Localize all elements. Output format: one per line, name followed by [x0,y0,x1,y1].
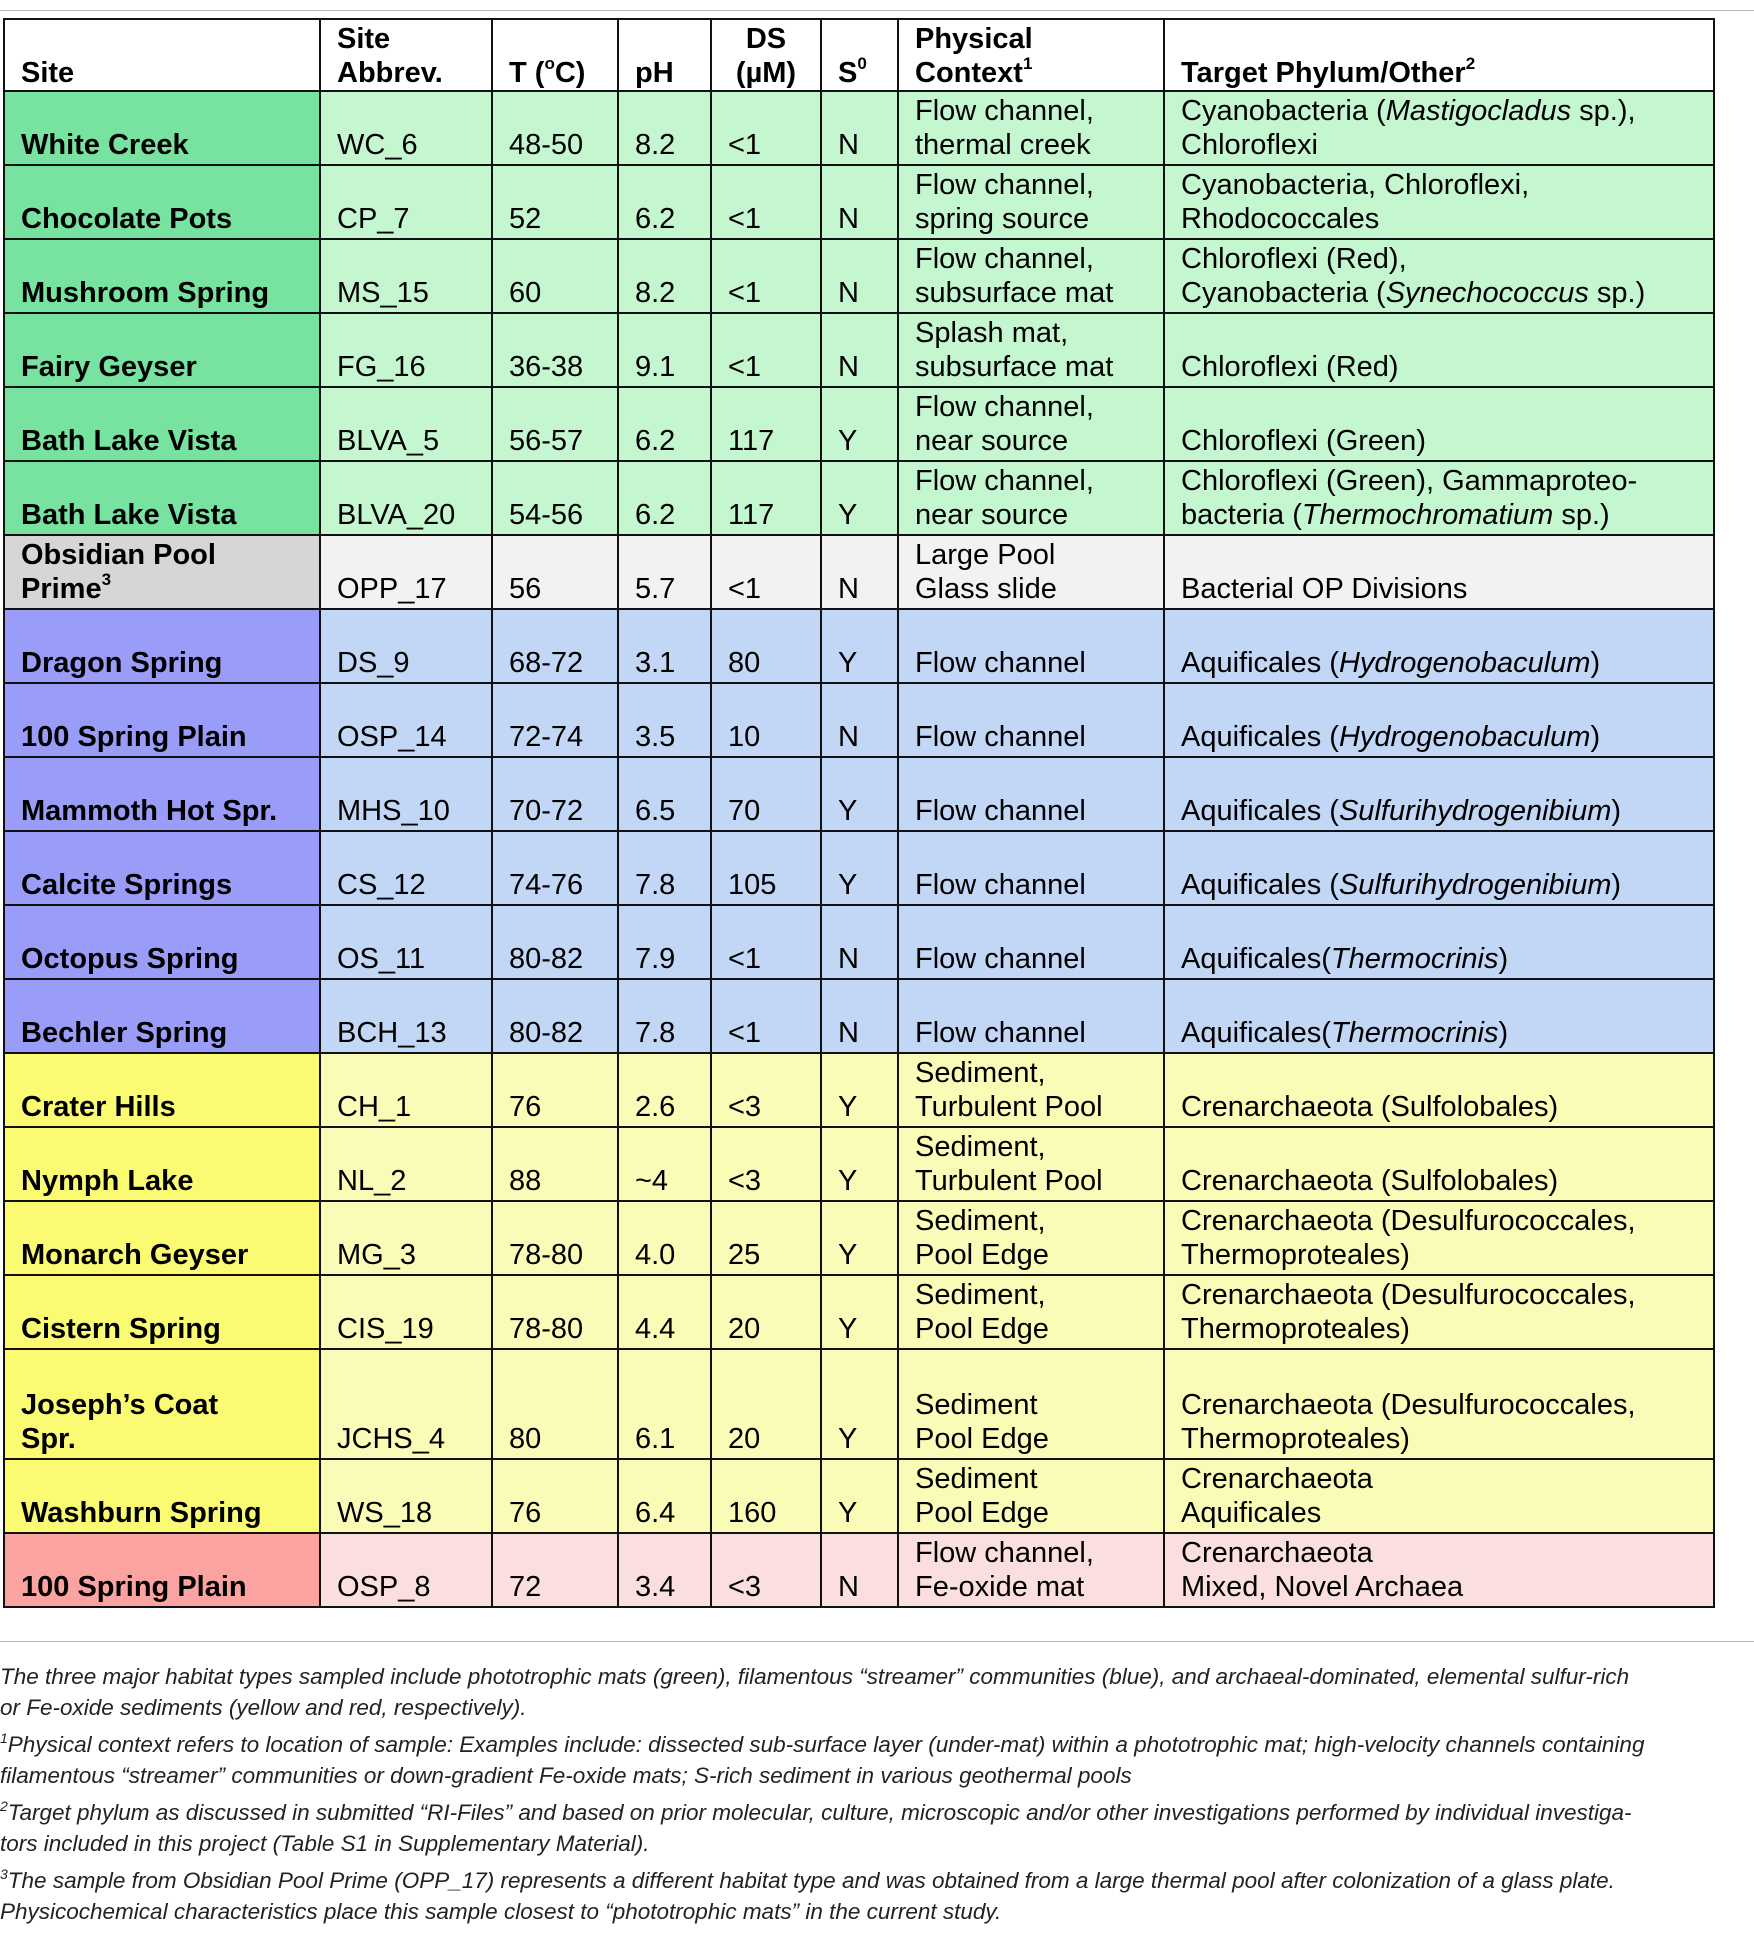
temperature-cell: 68-72 [492,609,618,683]
table-row [4,905,1714,979]
ph-cell: 4.4 [618,1275,711,1349]
site-abbrev-cell: OS_11 [320,905,492,979]
table-row [4,683,1714,757]
ds-cell: 20 [711,1275,821,1349]
footnote-3: $^3$The sample from Obsidian Pool Prime (OPP_17) represents a different habitat type and was obtained from a large thermal pool after colonization of a glass plate. Physicochemical characteristics place this sample closest to “phototrophic mats” in the current study. [0,1866,1615,1924]
ds-cell: 117 [711,461,821,535]
site-name-cell: 100 Spring Plain [4,683,320,757]
s0-cell: N [821,905,898,979]
site-name-cell: Obsidian Pool Prime$^3$ [4,535,320,609]
s0-cell: N [821,165,898,239]
ph-cell: 6.2 [618,387,711,461]
s0-cell: N [821,683,898,757]
physical-context-cell: Sediment Pool Edge [898,1459,1164,1533]
target-phylum-cell: Chloroflexi (Green) [1164,387,1714,461]
site-name-cell: Bath Lake Vista [4,387,320,461]
temperature-cell: 48-50 [492,91,618,165]
site-name-cell: Mammoth Hot Spr. [4,757,320,831]
temperature-cell: 80-82 [492,979,618,1053]
temperature-cell: 56 [492,535,618,609]
table-row [4,1459,1714,1533]
temperature-cell: 60 [492,239,618,313]
header-physical-context: Physical Context$^1$ [898,19,1164,91]
ph-cell: 8.2 [618,91,711,165]
table-row [4,461,1714,535]
ds-cell: <3 [711,1533,821,1607]
temperature-cell: 56-57 [492,387,618,461]
target-phylum-cell: Cyanobacteria, Chloroflexi, Rhodococcales [1164,165,1714,239]
ph-cell: 8.2 [618,239,711,313]
table-row [4,609,1714,683]
physical-context-cell: Flow channel [898,979,1164,1053]
temperature-cell: 36-38 [492,313,618,387]
header-temperature: T ($^o$C) [492,19,618,91]
table-container [3,18,1715,1608]
header-ph: pH [618,19,711,91]
physical-context-cell: Flow channel, Fe-oxide mat [898,1533,1164,1607]
temperature-cell: 72-74 [492,683,618,757]
target-phylum-cell: Crenarchaeota (Desulfurococcales, Thermoproteales) [1164,1201,1714,1275]
notes-rule [0,1641,1754,1642]
ph-cell: 3.4 [618,1533,711,1607]
physical-context-cell: Flow channel [898,831,1164,905]
table-row [4,239,1714,313]
site-abbrev-cell: CP_7 [320,165,492,239]
ds-cell: <1 [711,239,821,313]
site-abbrev-cell: OSP_8 [320,1533,492,1607]
ph-cell: 3.5 [618,683,711,757]
ph-cell: 6.4 [618,1459,711,1533]
table-row [4,535,1714,609]
site-name-cell: Washburn Spring [4,1459,320,1533]
site-name-cell: Nymph Lake [4,1127,320,1201]
ph-cell: 3.1 [618,609,711,683]
site-abbrev-cell: CH_1 [320,1053,492,1127]
site-abbrev-cell: WS_18 [320,1459,492,1533]
temperature-cell: 80-82 [492,905,618,979]
site-abbrev-cell: NL_2 [320,1127,492,1201]
temperature-cell: 88 [492,1127,618,1201]
target-phylum-cell: Bacterial OP Divisions [1164,535,1714,609]
site-abbrev-cell: OPP_17 [320,535,492,609]
s0-cell: Y [821,387,898,461]
ph-cell: 2.6 [618,1053,711,1127]
ds-cell: <3 [711,1127,821,1201]
table-body [4,91,1714,1607]
sites-table [3,18,1715,1608]
temperature-cell: 80 [492,1349,618,1459]
site-abbrev-cell: FG_16 [320,313,492,387]
target-phylum-cell: Aquificales (Sulfurihydrogenibium) [1164,831,1714,905]
footnote-2: $^2$Target phylum as discussed in submitted “RI-Files” and based on prior molecular, culture, microscopic and/or other investigations performed by individual investiga- tors included in this project (Table S1 in Supplementary Material). [0,1798,1632,1856]
target-phylum-cell: Chloroflexi (Green), Gammaproteo- bacteria (Thermochromatium sp.) [1164,461,1714,535]
header-row [4,19,1714,91]
target-phylum-cell: Crenarchaeota (Sulfolobales) [1164,1053,1714,1127]
site-abbrev-cell: BCH_13 [320,979,492,1053]
temperature-cell: 70-72 [492,757,618,831]
ph-cell: ~4 [618,1127,711,1201]
site-name-cell: Mushroom Spring [4,239,320,313]
physical-context-cell: Flow channel [898,683,1164,757]
target-phylum-cell: Crenarchaeota (Desulfurococcales, Thermoproteales) [1164,1275,1714,1349]
table-row [4,165,1714,239]
ds-cell: 70 [711,757,821,831]
physical-context-cell: Flow channel [898,609,1164,683]
ph-cell: 5.7 [618,535,711,609]
table-row [4,1201,1714,1275]
target-phylum-cell: Aquificales (Sulfurihydrogenibium) [1164,757,1714,831]
s0-cell: N [821,91,898,165]
target-phylum-cell: Aquificales(Thermocrinis) [1164,979,1714,1053]
ds-cell: <1 [711,91,821,165]
ds-cell: 25 [711,1201,821,1275]
site-name-cell: White Creek [4,91,320,165]
physical-context-cell: Sediment, Pool Edge [898,1201,1164,1275]
s0-cell: N [821,979,898,1053]
table-row [4,387,1714,461]
s0-cell: Y [821,1275,898,1349]
temperature-cell: 74-76 [492,831,618,905]
physical-context-cell: Flow channel, thermal creek [898,91,1164,165]
site-abbrev-cell: DS_9 [320,609,492,683]
header-ds: DS (µM) [711,19,821,91]
site-abbrev-cell: CS_12 [320,831,492,905]
header-abbrev: Site Abbrev. [320,19,492,91]
site-abbrev-cell: JCHS_4 [320,1349,492,1459]
table-row [4,1533,1714,1607]
target-phylum-cell: Crenarchaeota Aquificales [1164,1459,1714,1533]
temperature-cell: 78-80 [492,1275,618,1349]
physical-context-cell: Flow channel [898,905,1164,979]
site-name-cell: Bechler Spring [4,979,320,1053]
site-abbrev-cell: MS_15 [320,239,492,313]
target-phylum-cell: Crenarchaeota Mixed, Novel Archaea [1164,1533,1714,1607]
s0-cell: N [821,535,898,609]
footnote-1: $^1$Physical context refers to location of sample: Examples include: dissected sub-surface layer (under-mat) within a phototrophic mat; high-velocity channels containing filamentous “streamer” communities or down-gradient Fe-oxide mats; S-rich sediment in various geothermal pools [0,1730,1645,1788]
ds-cell: <3 [711,1053,821,1127]
site-abbrev-cell: MHS_10 [320,757,492,831]
site-abbrev-cell: MG_3 [320,1201,492,1275]
s0-cell: N [821,1533,898,1607]
s0-cell: Y [821,1201,898,1275]
table-footnotes [0,1661,1754,1933]
s0-cell: Y [821,609,898,683]
ph-cell: 6.2 [618,461,711,535]
table-row [4,1349,1714,1459]
footnote-habitat: The three major habitat types sampled include phototrophic mats (green), filamentous “streamer” communities (blue), and archaeal-dominated, elemental sulfur-rich or Fe-oxide sediments (yellow and red, respectively). [0,1664,1630,1720]
table-row [4,757,1714,831]
s0-cell: Y [821,1053,898,1127]
site-name-cell: 100 Spring Plain [4,1533,320,1607]
table-row [4,313,1714,387]
physical-context-cell: Sediment, Turbulent Pool [898,1127,1164,1201]
physical-context-cell: Flow channel, subsurface mat [898,239,1164,313]
temperature-cell: 54-56 [492,461,618,535]
header-s0: $S^0$ [821,19,898,91]
ph-cell: 7.8 [618,831,711,905]
s0-cell: Y [821,1127,898,1201]
target-phylum-cell: Chloroflexi (Red) [1164,313,1714,387]
site-abbrev-cell: OSP_14 [320,683,492,757]
site-abbrev-cell: BLVA_20 [320,461,492,535]
table-row [4,831,1714,905]
s0-cell: Y [821,831,898,905]
ds-cell: 80 [711,609,821,683]
site-name-cell: Calcite Springs [4,831,320,905]
ds-cell: 20 [711,1349,821,1459]
ds-cell: 105 [711,831,821,905]
target-phylum-cell: Crenarchaeota (Sulfolobales) [1164,1127,1714,1201]
site-name-cell: Crater Hills [4,1053,320,1127]
ph-cell: 9.1 [618,313,711,387]
ds-cell: 10 [711,683,821,757]
temperature-cell: 76 [492,1459,618,1533]
site-abbrev-cell: BLVA_5 [320,387,492,461]
ph-cell: 4.0 [618,1201,711,1275]
s0-cell: Y [821,757,898,831]
target-phylum-cell: Cyanobacteria (Mastigocladus sp.), Chloroflexi [1164,91,1714,165]
site-name-cell: Cistern Spring [4,1275,320,1349]
ds-cell: 160 [711,1459,821,1533]
physical-context-cell: Sediment, Turbulent Pool [898,1053,1164,1127]
physical-context-cell: Splash mat, subsurface mat [898,313,1164,387]
ph-cell: 6.1 [618,1349,711,1459]
target-phylum-cell: Crenarchaeota (Desulfurococcales, Thermoproteales) [1164,1349,1714,1459]
site-abbrev-cell: CIS_19 [320,1275,492,1349]
physical-context-cell: Flow channel, spring source [898,165,1164,239]
table-row [4,1053,1714,1127]
table-row [4,1275,1714,1349]
ds-cell: 117 [711,387,821,461]
header-site: Site [4,19,320,91]
ds-cell: <1 [711,905,821,979]
target-phylum-cell: Chloroflexi (Red), Cyanobacteria (Synechococcus sp.) [1164,239,1714,313]
table-row [4,979,1714,1053]
temperature-cell: 72 [492,1533,618,1607]
ds-cell: <1 [711,979,821,1053]
site-name-cell: Chocolate Pots [4,165,320,239]
physical-context-cell: Sediment Pool Edge [898,1349,1164,1459]
physical-context-cell: Flow channel [898,757,1164,831]
header-target-phylum: Target Phylum/Other$^2$ [1164,19,1714,91]
target-phylum-cell: Aquificales (Hydrogenobaculum) [1164,609,1714,683]
ds-cell: <1 [711,313,821,387]
s0-cell: Y [821,1459,898,1533]
target-phylum-cell: Aquificales(Thermocrinis) [1164,905,1714,979]
s0-cell: Y [821,461,898,535]
site-abbrev-cell: WC_6 [320,91,492,165]
site-name-cell: Joseph’s Coat Spr. [4,1349,320,1459]
physical-context-cell: Sediment, Pool Edge [898,1275,1164,1349]
ph-cell: 6.5 [618,757,711,831]
ph-cell: 7.8 [618,979,711,1053]
s0-cell: N [821,239,898,313]
site-name-cell: Bath Lake Vista [4,461,320,535]
temperature-cell: 78-80 [492,1201,618,1275]
ds-cell: <1 [711,535,821,609]
temperature-cell: 52 [492,165,618,239]
temperature-cell: 76 [492,1053,618,1127]
ph-cell: 6.2 [618,165,711,239]
site-name-cell: Octopus Spring [4,905,320,979]
site-name-cell: Fairy Geyser [4,313,320,387]
table-row [4,1127,1714,1201]
target-phylum-cell: Aquificales (Hydrogenobaculum) [1164,683,1714,757]
site-name-cell: Dragon Spring [4,609,320,683]
ph-cell: 7.9 [618,905,711,979]
table-row [4,91,1714,165]
s0-cell: Y [821,1349,898,1459]
physical-context-cell: Flow channel, near source [898,387,1164,461]
site-name-cell: Monarch Geyser [4,1201,320,1275]
s0-cell: N [821,313,898,387]
physical-context-cell: Flow channel, near source [898,461,1164,535]
physical-context-cell: Large Pool Glass slide [898,535,1164,609]
ds-cell: <1 [711,165,821,239]
top-rule [0,10,1754,11]
